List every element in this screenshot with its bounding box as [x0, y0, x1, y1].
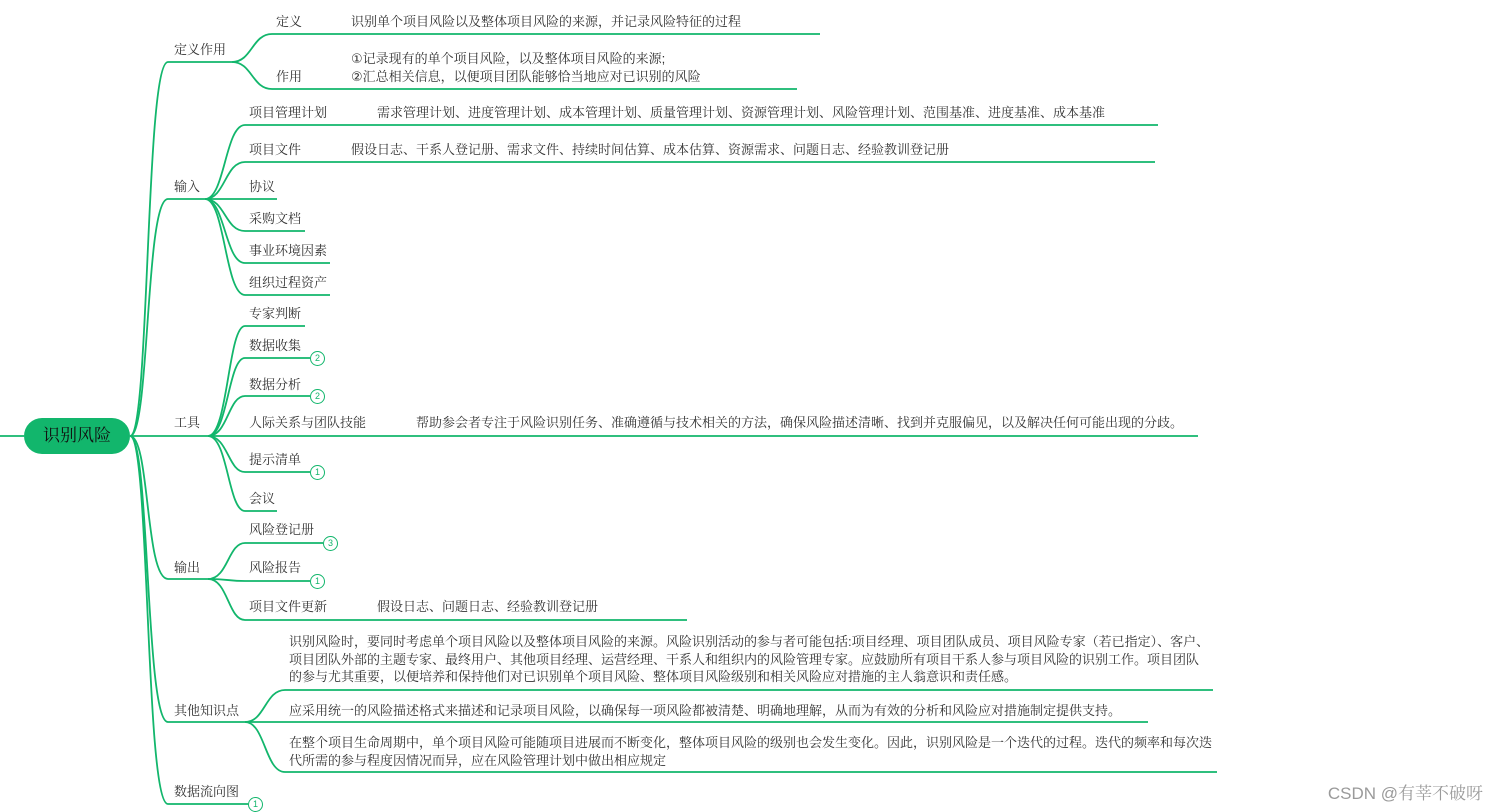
definition-text[interactable]: 识别单个项目风险以及整体项目风险的来源，并记录风险特征的过程	[351, 14, 742, 29]
purpose-text-1[interactable]: ①记录现有的单个项目风险，以及整体项目风险的来源;	[351, 51, 666, 66]
output-risk-register[interactable]: 风险登记册	[249, 522, 315, 537]
collapse-count-badge[interactable]: 1	[310, 465, 325, 480]
tool-interpersonal-skills[interactable]: 人际关系与团队技能	[249, 415, 367, 430]
tool-interpersonal-detail[interactable]: 帮助参会者专注于风险识别任务、准确遵循与技术相关的方法，确保风险描述清晰、找到并克服偏见，以及解决任何可能出现的分歧。	[416, 415, 1184, 430]
branch-outputs[interactable]: 输出	[174, 560, 201, 575]
tool-meetings[interactable]: 会议	[249, 491, 276, 506]
input-opa[interactable]: 组织过程资产	[249, 275, 328, 290]
definition-label[interactable]: 定义	[276, 14, 303, 29]
watermark: CSDN @有莘不破呀	[1327, 784, 1483, 803]
knowledge-point-3[interactable]: 在整个项目生命周期中，单个项目风险可能随项目进展而不断变化，整体项目风险的级别也会发生变化。因此，识别风险是一个迭代的过程。迭代的频率和每次迭代所需的参与程度因情况而异，应在风险管理计划中做出相应规定	[289, 735, 1213, 768]
purpose-label[interactable]: 作用	[276, 69, 303, 84]
tool-expert-judgment[interactable]: 专家判断	[249, 306, 302, 321]
input-project-docs[interactable]: 项目文件	[249, 142, 302, 157]
collapse-count-badge[interactable]: 1	[310, 574, 325, 589]
input-agreements[interactable]: 协议	[249, 179, 276, 194]
input-pm-plan-detail[interactable]: 需求管理计划、进度管理计划、成本管理计划、质量管理计划、资源管理计划、风险管理计划、范围基准、进度基准、成本基准	[377, 105, 1106, 120]
collapse-count-badge[interactable]: 1	[248, 797, 263, 812]
input-procurement-docs[interactable]: 采购文档	[249, 211, 302, 226]
tool-prompt-lists[interactable]: 提示清单	[249, 452, 302, 467]
knowledge-point-2[interactable]: 应采用统一的风险描述格式来描述和记录项目风险，以确保每一项风险都被清楚、明确地理解，从而为有效的分析和风险应对措施制定提供支持。	[289, 703, 1122, 718]
output-doc-updates-detail[interactable]: 假设日志、问题日志、经验教训登记册	[377, 599, 599, 614]
output-risk-report[interactable]: 风险报告	[249, 560, 302, 575]
branch-definition[interactable]: 定义作用	[174, 42, 227, 57]
root-topic[interactable]: 识别风险	[24, 418, 130, 454]
branch-other-knowledge[interactable]: 其他知识点	[174, 703, 240, 718]
output-doc-updates[interactable]: 项目文件更新	[249, 599, 328, 614]
branch-inputs[interactable]: 输入	[174, 179, 201, 194]
knowledge-point-1[interactable]: 识别风险时，要同时考虑单个项目风险以及整体项目风险的来源。风险识别活动的参与者可能包括:项目经理、项目团队成员、项目风险专家（若已指定）、客户、项目团队外部的主题专家、最终用户、其他项目经理、运营经理、干系人和组织内的风险管理专家。应鼓励所有项目干系人参与项目风险的识别工作。项目团队的参与尤其重要，以便培养和保持他们对已识别单个项目风险、整体项目风险级别和相关风险应对措施的主人翁意识和责任感。	[289, 634, 1210, 684]
collapse-count-badge[interactable]: 2	[310, 351, 325, 366]
input-pm-plan[interactable]: 项目管理计划	[249, 105, 328, 120]
tool-data-analysis[interactable]: 数据分析	[249, 377, 302, 392]
branch-data-flow-diagram[interactable]: 数据流向图	[174, 784, 240, 799]
branch-tools[interactable]: 工具	[174, 415, 201, 430]
purpose-text-2[interactable]: ②汇总相关信息，以便项目团队能够恰当地应对已识别的风险	[351, 69, 701, 84]
collapse-count-badge[interactable]: 2	[310, 389, 325, 404]
input-project-docs-detail[interactable]: 假设日志、干系人登记册、需求文件、持续时间估算、成本估算、资源需求、问题日志、经验教训登记册	[351, 142, 950, 157]
collapse-count-badge[interactable]: 3	[323, 536, 338, 551]
tool-data-collection[interactable]: 数据收集	[249, 338, 302, 353]
input-eef[interactable]: 事业环境因素	[249, 243, 328, 258]
